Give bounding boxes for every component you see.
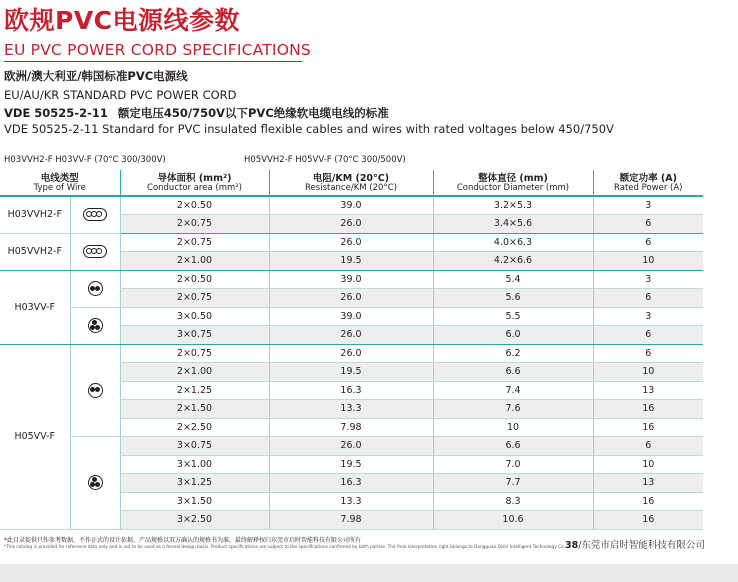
diameter-cell: 5.6 xyxy=(433,289,593,308)
area-cell: 2×1.00 xyxy=(120,252,269,271)
col-header-power xyxy=(593,170,703,196)
power-cell: 3 xyxy=(593,307,703,326)
title-underline xyxy=(4,61,302,62)
resistance-cell: 16.3 xyxy=(269,474,433,493)
area-cell: 3×2.50 xyxy=(120,511,269,530)
wire-type-cell: H05VV-F xyxy=(0,344,70,529)
col-header-type-cn: 电线类型 xyxy=(40,173,79,184)
power-cell: 3 xyxy=(593,196,703,215)
diameter-cell: 10.6 xyxy=(433,511,593,530)
resistance-cell: 26.0 xyxy=(269,437,433,456)
disclaimer-cn: *此目录提供只作参考数据，不作正式的设计依据，产品规格以双方确认的规格书为准，最终解释权归东莞市启时智能科技有限公司所有 xyxy=(4,537,362,544)
spec-table-container xyxy=(0,170,703,530)
col-header-diameter-cn: 整体直径 (mm) xyxy=(478,173,548,184)
diameter-cell: 6.0 xyxy=(433,326,593,345)
round-two-core-cable-icon xyxy=(70,270,120,307)
standard-description-cn: 额定电压450/750V以下PVC绝缘软电缆电线的标准 xyxy=(117,106,389,120)
company-name: /东莞市启时智能科技有限公司 xyxy=(578,540,705,551)
wire-type-cell: H05VVH2-F xyxy=(0,233,70,270)
page-footer xyxy=(565,540,705,552)
diameter-cell: 4.0×6.3 xyxy=(433,233,593,252)
area-cell: 3×0.75 xyxy=(120,437,269,456)
power-cell: 16 xyxy=(593,492,703,511)
area-cell: 2×0.75 xyxy=(120,233,269,252)
page-number: 38 xyxy=(565,540,579,551)
resistance-cell: 7.98 xyxy=(269,418,433,437)
diameter-cell: 3.4×5.6 xyxy=(433,215,593,234)
col-header-resistance-cn: 电阻/KM (20°C) xyxy=(312,173,390,184)
page-title: 欧规PVC电源线参数 xyxy=(4,6,241,35)
power-cell: 6 xyxy=(593,233,703,252)
wire-type-cell: H03VV-F xyxy=(0,270,70,344)
resistance-cell: 26.0 xyxy=(269,344,433,363)
resistance-cell: 19.5 xyxy=(269,363,433,382)
area-cell: 3×1.00 xyxy=(120,455,269,474)
table-row xyxy=(0,344,703,363)
diameter-cell: 6.6 xyxy=(433,437,593,456)
power-cell: 13 xyxy=(593,474,703,493)
wire-type-cell: H03VVH2-F xyxy=(0,196,70,233)
col-header-type xyxy=(0,170,120,196)
resistance-cell: 39.0 xyxy=(269,196,433,215)
col-header-diameter xyxy=(433,170,593,196)
diameter-cell: 6.2 xyxy=(433,344,593,363)
resistance-cell: 26.0 xyxy=(269,289,433,308)
col-header-resistance xyxy=(269,170,433,196)
resistance-cell: 7.98 xyxy=(269,511,433,530)
resistance-cell: 16.3 xyxy=(269,381,433,400)
area-cell: 3×1.50 xyxy=(120,492,269,511)
resistance-cell: 19.5 xyxy=(269,252,433,271)
power-cell: 6 xyxy=(593,215,703,234)
diameter-cell: 5.5 xyxy=(433,307,593,326)
diameter-cell: 6.6 xyxy=(433,363,593,382)
col-header-area-en: Conductor area (mm²) xyxy=(147,183,242,193)
area-cell: 2×0.75 xyxy=(120,344,269,363)
power-cell: 16 xyxy=(593,400,703,419)
diameter-cell: 4.2×6.6 xyxy=(433,252,593,271)
area-cell: 2×0.50 xyxy=(120,196,269,215)
rating-note-300v: H03VVH2-F H03VV-F (70°C 300/300V) xyxy=(4,155,166,165)
standard-description-en: VDE 50525-2-11 Standard for PVC insulated flexible cables and wires with rated voltages below 450/750V xyxy=(4,122,614,136)
resistance-cell: 39.0 xyxy=(269,270,433,289)
standard-code: VDE 50525-2-11 xyxy=(4,106,108,120)
rating-note-500v: H05VVH2-F H05VV-F (70°C 300/500V) xyxy=(244,155,406,165)
col-header-resistance-en: Resistance/KM (20°C) xyxy=(305,183,397,193)
page-title-en: EU PVC POWER CORD SPECIFICATIONS xyxy=(4,41,311,59)
area-cell: 3×0.75 xyxy=(120,326,269,345)
col-header-area-cn: 导体面积 (mm²) xyxy=(157,173,232,184)
area-cell: 2×0.50 xyxy=(120,270,269,289)
round-three-core-cable-icon xyxy=(70,437,120,530)
table-header-row xyxy=(0,170,703,196)
area-cell: 3×1.25 xyxy=(120,474,269,493)
flat-two-core-cable-icon xyxy=(70,233,120,270)
resistance-cell: 13.3 xyxy=(269,492,433,511)
power-cell: 16 xyxy=(593,511,703,530)
resistance-cell: 19.5 xyxy=(269,455,433,474)
resistance-cell: 39.0 xyxy=(269,307,433,326)
table-row xyxy=(0,233,703,252)
diameter-cell: 8.3 xyxy=(433,492,593,511)
power-cell: 6 xyxy=(593,326,703,345)
standard-heading xyxy=(4,106,389,121)
bottom-band xyxy=(0,564,738,582)
table-row xyxy=(0,196,703,215)
diameter-cell: 7.6 xyxy=(433,400,593,419)
area-cell: 2×1.25 xyxy=(120,381,269,400)
table-row xyxy=(0,270,703,289)
power-cell: 6 xyxy=(593,289,703,308)
table-row xyxy=(0,437,703,456)
power-cell: 10 xyxy=(593,252,703,271)
power-cell: 6 xyxy=(593,344,703,363)
flat-two-core-cable-icon xyxy=(70,196,120,233)
round-three-core-cable-icon xyxy=(70,307,120,344)
spec-table xyxy=(0,170,703,530)
diameter-cell: 3.2×5.3 xyxy=(433,196,593,215)
diameter-cell: 7.0 xyxy=(433,455,593,474)
resistance-cell: 26.0 xyxy=(269,233,433,252)
col-header-type-en: Type of Wire xyxy=(33,183,86,193)
col-header-area xyxy=(120,170,269,196)
area-cell: 2×1.00 xyxy=(120,363,269,382)
col-header-power-cn: 额定功率 (A) xyxy=(619,173,677,184)
area-cell: 3×0.50 xyxy=(120,307,269,326)
disclaimer-en: *This catalog is provided for reference data only and is not to be used as a formal design basis. Product specifications are subject to the specifications confirmed by both parties. The final interpretation right belongs to Dongguan Qishi Intelligent Technology Co. xyxy=(4,545,566,550)
area-cell: 2×0.75 xyxy=(120,215,269,234)
resistance-cell: 26.0 xyxy=(269,326,433,345)
diameter-cell: 5.4 xyxy=(433,270,593,289)
col-header-power-en: Rated Power (A) xyxy=(614,183,683,193)
power-cell: 3 xyxy=(593,270,703,289)
resistance-cell: 13.3 xyxy=(269,400,433,419)
subtitle-cn: 欧洲/澳大利亚/韩国标准PVC电源线 xyxy=(4,69,188,83)
area-cell: 2×1.50 xyxy=(120,400,269,419)
area-cell: 2×2.50 xyxy=(120,418,269,437)
power-cell: 10 xyxy=(593,363,703,382)
area-cell: 2×0.75 xyxy=(120,289,269,308)
power-cell: 10 xyxy=(593,455,703,474)
power-cell: 13 xyxy=(593,381,703,400)
col-header-diameter-en: Conductor Diameter (mm) xyxy=(456,183,570,193)
resistance-cell: 26.0 xyxy=(269,215,433,234)
diameter-cell: 7.7 xyxy=(433,474,593,493)
diameter-cell: 7.4 xyxy=(433,381,593,400)
subtitle-en: EU/AU/KR STANDARD PVC POWER CORD xyxy=(4,88,237,102)
table-row xyxy=(0,307,703,326)
power-cell: 6 xyxy=(593,437,703,456)
round-two-core-cable-icon xyxy=(70,344,120,437)
diameter-cell: 10 xyxy=(433,418,593,437)
power-cell: 16 xyxy=(593,418,703,437)
